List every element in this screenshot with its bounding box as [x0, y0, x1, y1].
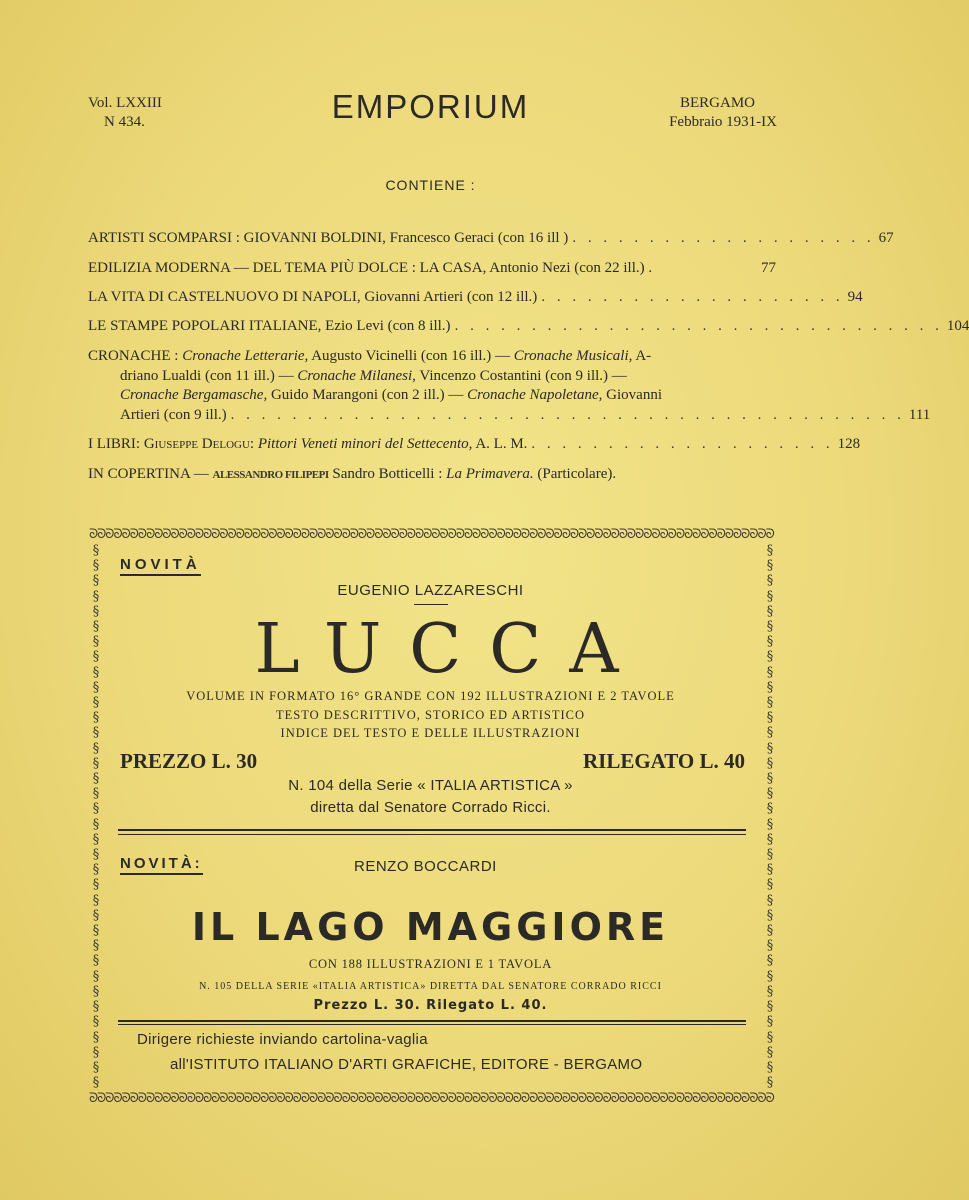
- divider: [414, 604, 448, 605]
- series-info: N. 104 della Serie « ITALIA ARTISTICA »: [288, 777, 573, 794]
- toc-entry-text: [88, 466, 616, 483]
- divider: [118, 1024, 746, 1025]
- ornamental-border-top: ᘐᘐᘐᘐᘐᘐᘐᘐᘐᘐᘐᘐᘐᘐᘐᘐᘐᘐᘐᘐᘐᘐᘐᘐᘐᘐᘐᘐᘐᘐᘐᘐᘐᘐᘐᘐᘐᘐᘐᘐᘐᘐᘐᘐᘐᘐᘐᘐᘐᘐᘐᘐᘐᘐᘐᘐᘐᘐᘐᘐᘐᘐᘐᘐᘐᘐᘐᘐᘐᘐᘐᘐᘐᘐᘐᘐᘐᘐᘐᘐᘐᘐᘐᘐ: [89, 527, 774, 542]
- toc-page-number: 67: [878, 230, 894, 246]
- divider: [118, 834, 746, 835]
- book-title: LUCCA: [254, 610, 647, 689]
- column-author: Vincenzo Costantini (con 9 ill.) —: [419, 367, 627, 384]
- publication-city: BERGAMO: [679, 95, 755, 111]
- publisher-address: all'ISTITUTO ITALIANO D'ARTI GRAFICHE, EDITORE - BERGAMO: [170, 1056, 643, 1073]
- magazine-title: EMPORIUM: [331, 88, 530, 125]
- leader-dots: . . . . . . . . . . . . . . . . . . . . . . . . . . . . . . . . . . . . . . . . . . . .: [230, 406, 905, 423]
- toc-entry-text: EDILIZIA MODERNA — DEL TEMA PIÙ DOLCE : LA CASA, Antonio Nezi (con 22 ill.) .: [88, 260, 653, 276]
- order-instructions: Dirigere richieste inviando cartolina-vaglia: [137, 1031, 428, 1048]
- book-author: Giuseppe Delogu:: [143, 436, 255, 452]
- toc-page-number: 104: [946, 318, 969, 334]
- book-price: Prezzo L. 30. Rilegato L. 40.: [313, 998, 548, 1013]
- toc-entry-cronache: [88, 347, 931, 425]
- novelty-label: NOVITÀ: [120, 556, 201, 576]
- divider: [118, 829, 746, 831]
- leader-dots: . . . . . . . . . . . . . . . . . . . .: [572, 230, 875, 246]
- column-author: A-: [635, 348, 652, 364]
- book-title: Pittori Veneti minori del Settecento,: [257, 436, 473, 452]
- series-editor: diretta dal Senatore Corrado Ricci.: [310, 799, 551, 816]
- column-title: Cronache Bergamasche,: [120, 387, 268, 403]
- ornamental-border-bottom: ᘐᘐᘐᘐᘐᘐᘐᘐᘐᘐᘐᘐᘐᘐᘐᘐᘐᘐᘐᘐᘐᘐᘐᘐᘐᘐᘐᘐᘐᘐᘐᘐᘐᘐᘐᘐᘐᘐᘐᘐᘐᘐᘐᘐᘐᘐᘐᘐᘐᘐᘐᘐᘐᘐᘐᘐᘐᘐᘐᘐᘐᘐᘐᘐᘐᘐᘐᘐᘐᘐᘐᘐᘐᘐᘐᘐᘐᘐᘐᘐᘐᘐᘐᘐ: [89, 1091, 774, 1106]
- toc-entry-edilizia: [88, 260, 776, 279]
- column-title: Cronache Milanesi,: [297, 367, 416, 384]
- toc-section-label: IN COPERTINA —: [88, 466, 209, 482]
- publication-info: [669, 94, 777, 132]
- toc-entry-castelnuovo: [88, 289, 863, 308]
- toc-entry-copertina: [88, 466, 776, 485]
- book-author: RENZO BOCCARDI: [354, 858, 497, 875]
- novelty-label: NOVITÀ:: [120, 855, 203, 875]
- column-author: Augusto Vicinelli (con 16 ill.) —: [311, 348, 511, 364]
- column-author: Guido Marangoni (con 2 ill.) —: [270, 387, 464, 403]
- toc-entry-text: [88, 436, 527, 453]
- toc-section-label: I LIBRI:: [88, 436, 141, 452]
- toc-page-number: 77: [761, 260, 776, 276]
- book-author: EUGENIO LAZZARESCHI: [337, 582, 524, 599]
- ornamental-border-left: § § § § § § § § § § § § § § § § § § § § § § § § § § § § § § § § § § § §: [92, 543, 100, 1091]
- volume-label: Vol. LXXIII: [88, 95, 162, 111]
- toc-entry-text: ARTISTI SCOMPARSI : GIOVANNI BOLDINI, Francesco Geraci (con 16 ill ): [88, 230, 569, 246]
- leader-dots: . . . . . . . . . . . . . . . . . . . .: [531, 436, 834, 452]
- book-description: CON 188 ILLUSTRAZIONI E 1 TAVOLA: [308, 957, 553, 971]
- toc-page-number: 94: [847, 289, 863, 305]
- overprinted-name: ALESSANDRO FILIPEPI: [212, 469, 329, 481]
- toc-page-number: 111: [908, 406, 931, 423]
- book-bound-price: RILEGATO L. 40: [582, 749, 745, 773]
- toc-section-label: CRONACHE :: [88, 348, 179, 364]
- toc-entry-libri: [88, 436, 861, 455]
- column-author: Artieri (con 9 ill.): [120, 406, 227, 423]
- issue-number: N 434.: [104, 114, 145, 130]
- book-description: TESTO DESCRITTIVO, STORICO ED ARTISTICO: [276, 708, 585, 722]
- column-title: Cronache Napoletane,: [467, 387, 603, 403]
- leader-dots: . . . . . . . . . . . . . . . . . . . . . . . . . . . . . . . .: [454, 318, 943, 334]
- column-author: Giovanni: [606, 387, 662, 403]
- toc-entry-text: LA VITA DI CASTELNUOVO DI NAPOLI, Giovanni Artieri (con 12 ill.): [88, 289, 538, 305]
- toc-entry-stampe: [88, 318, 969, 337]
- publication-date: Febbraio 1931-IX: [669, 114, 777, 130]
- column-author: driano Lualdi (con 11 ill.) —: [120, 367, 294, 384]
- book-title: IL LAGO MAGGIORE: [191, 905, 670, 949]
- book-description: INDICE DEL TESTO E DELLE ILLUSTRAZIONI: [280, 726, 581, 740]
- toc-entry-text: LE STAMPE POPOLARI ITALIANE, Ezio Levi (con 8 ill.): [88, 318, 451, 334]
- book-price: PREZZO L. 30: [120, 749, 258, 773]
- toc-entry-artisti: [88, 230, 894, 249]
- reviewer: A. L. M.: [475, 436, 528, 452]
- column-title: Cronache Letterarie,: [182, 348, 309, 364]
- ornamental-border-right: § § § § § § § § § § § § § § § § § § § § § § § § § § § § § § § § § § § §: [766, 543, 774, 1091]
- cover-note: (Particolare).: [537, 466, 617, 482]
- cover-work: La Primavera.: [446, 466, 534, 482]
- divider: [118, 1020, 746, 1022]
- contents-heading: CONTIENE :: [385, 177, 476, 193]
- series-info: N. 105 DELLA SERIE «ITALIA ARTISTICA» DIRETTA DAL SENATORE CORRADO RICCI: [199, 981, 662, 992]
- toc-page-number: 128: [837, 436, 861, 452]
- leader-dots: . . . . . . . . . . . . . . . . . . . .: [541, 289, 844, 305]
- book-description: VOLUME IN FORMATO 16° GRANDE CON 192 ILLUSTRAZIONI E 2 TAVOLE: [186, 689, 675, 703]
- column-title: Cronache Musicali,: [513, 348, 633, 364]
- cover-artist: Sandro Botticelli :: [332, 466, 443, 482]
